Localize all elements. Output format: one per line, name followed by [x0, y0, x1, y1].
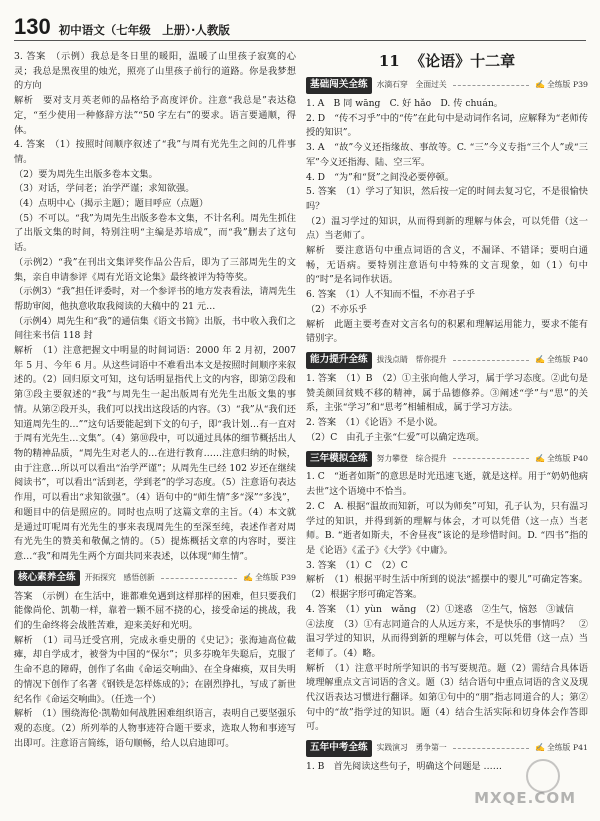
answer-paragraph: （2）要为周先生出版多卷本文集。 [14, 168, 158, 180]
section-header-exam [306, 740, 588, 757]
section-header-basic [306, 77, 588, 94]
section-subtitle: 拔浅点睛 帮你提升 [376, 355, 447, 365]
answer-paragraph: 答案 （示例）在生活中，谁都难免遇到这样那样的困难，但只要我们能像尚伦、凯勒一样，靠着一颗不屈不挠的心，接受命运的挑战，我们的生命终将会战胜苦难，迎来美好和光明。 [14, 590, 296, 632]
analysis-paragraph: 解析 （1）注意把握文中明显的时间词语：2000 年 2 月初，2007 年 5 月、今年 6 月。从这些词语中不难看出本文是按照时间顺序来叙述的。（2）回归原文可知，这句话明显指代上文的内容，即第②段和第③段主要叙述的“我”与周先生一起出版周有光先生出版文集的事情。从第②段开头，我们可以找出这段话的内容。（3）“我”从“我们还知道周先生的…””这句话要能起到下文的句子，即“我计划…有一直对于周有光先生…文集”。（4）第⑩段中，可以通过具体的细节概括出人物的精神品质，“周先生对老人的…在进行教育……注意归纳的时候，由于注意…所以可以看出“治学严谨”；从周先生已经 102 岁还在继续阅读书”，可以看出“活到老，学到老”的学习态度。（5）注意语句表达作用，可以看出“求知欲强”。（4）语句中的“师生情”多“深”“多浅”，和题目中的信是照应的。同时也点明了这篇文章的主旨。（4）本文就是通过叮呢周有光先生的事来表现周先生的至深至纯，表述作者对周有光先生的赞美和敬佩之情的。（5）提炼概括文章的内容时，要注意…“我”和周先生两个方面共同来表述，以体现“师生情”。 [14, 345, 296, 562]
section-ref: 全练版 P39 [546, 80, 588, 90]
answer-paragraph: （2）C 由孔子主张“仁爱”可以确定选项。 [306, 431, 485, 443]
book-title: 初中语文（七年级 上册）·人教版 [58, 23, 230, 37]
answer-paragraph: 2. D “传不习乎”中的“传”在此句中是动词作名词，应解释为“老师传授的知识”。 [306, 112, 588, 139]
section-divider [161, 578, 237, 579]
analysis-paragraph: 解析 （1）注意平时所学知识的书写要规范。题（2）需结合具体语境理解重点文言词语的含义。题（3）结合语句中重点词语的含义及现代汉语表达习惯进行翻译。如第①句中的“朋”指志同道合的人；第②句中的“故”指学过的知识。题（4）结合生活实际和切身体会作答即可。 [306, 662, 588, 733]
watermark-text: MXQE.COM [474, 789, 576, 807]
watermark-logo-icon [526, 759, 560, 793]
chapter-title [306, 50, 588, 72]
section-label: 能力提升全练 [306, 352, 372, 369]
analysis-paragraph: 解析 （1）根据平时生活中所到的说法“摇摆中的婴儿”可确定答案。（2）根据字形可确定答案。 [306, 574, 588, 601]
answer-paragraph: 5. 答案 （1）学习了知识，然后按一定的时间去复习它，不是很愉快吗？ [306, 186, 588, 212]
analysis-paragraph: 解析 （1）司马迁受宫刑，完成永垂史册的《史记》；张海迪高位截瘫，却自学成才，被誉为中国的“保尔”；贝多芬晚年失聪后，克服了生命不息的障碍，创作了名曲《命运交响曲》、在全身瘫痪，双目失明的情况下创作了名著《钢铁是怎样炼成的》；在剧烈挣扎，写成了新世纪名作《命运交响曲》。（任选一个） [14, 634, 296, 705]
answer-paragraph: （2）温习学过的知识，从而得到新的理解与体会，可以凭借（这一点）当老师了。 [306, 215, 588, 242]
answer-paragraph: 6. 答案 （1）人不知而不愠，不亦君子乎 [306, 289, 476, 301]
answer-paragraph: 1. A B 同 wāng C. 好 hǎo D. 传 chuán。 [306, 98, 503, 109]
answer-paragraph: （2）不亦乐乎 [306, 303, 367, 315]
page-header [14, 14, 230, 40]
answer-paragraph: 3. 答案 （示例）我总是冬日里的暖阳，温暖了山里孩子寂寞的心灵；我总是黑夜里的烛光，照亮了山里孩子前行的道路。你是我梦想的方向 [14, 51, 296, 92]
section-label: 三年模拟全练 [306, 451, 372, 468]
answer-paragraph: 4. 答案 （1）yùn wǎng （2）①迷惑 ②生气，恼怒 ③诚信 [306, 603, 574, 615]
section-header-mock [306, 450, 588, 467]
section-divider [453, 458, 529, 459]
analysis-paragraph: 解析 此题主要考查对文言名句的积累和理解运用能力，要求不能有错别字。 [306, 318, 588, 345]
answer-paragraph: 1. B 首先阅读这些句子，明确这个问题是 …… [306, 761, 502, 773]
section-divider [453, 360, 529, 361]
section-subtitle: 开拓探究 感悟创新 [84, 572, 155, 582]
section-header-core [14, 570, 296, 587]
answer-paragraph: （示例2）“我”在刊出文集评奖作品公告后，即为了三部周先生的文集，亲自申请参评《周有光语文论集》最终被评为特等奖。 [14, 256, 296, 283]
answer-paragraph: 1. C “逝者如斯”的意思是时光迅速飞逝，就是这样。用于“奶奶他病去世”这个语境中不恰当。 [306, 471, 588, 498]
answer-paragraph: 2. C A. 根据“温故而知新，可以为师矣”可知，孔子认为，只有温习学过的知识，并得到新的理解与体会，才可以凭借（这一点）当老师。B. “逝者如斯夫，不舍昼夜”该论的是珍惜时间。D. “四书”指的是《论语》《孟子》《大学》《中庸》。 [306, 500, 588, 556]
section-label: 核心素养全练 [14, 570, 80, 587]
section-ref: 全练版 P40 [546, 453, 588, 463]
pen-icon: ✍ [534, 743, 545, 753]
header-rule [14, 40, 586, 41]
section-subtitle: 水滴石穿 全面过关 [376, 80, 447, 90]
answer-paragraph: 3. A “故”今义还指缘故、事故等。C. “三”今义专指“三个人”或“三军”今义还指海、陆、空三军。 [306, 142, 588, 168]
pen-icon: ✍ [534, 355, 545, 365]
pen-icon: ✍ [534, 453, 545, 463]
pen-icon: ✍ [242, 572, 253, 582]
section-divider [453, 85, 529, 86]
answer-paragraph: 3. 答案 （1）C （2）C [306, 559, 408, 571]
chapter-name: 《论语》十二章 [410, 52, 516, 70]
answer-paragraph: ④法度 （3）①有志同道合的人从远方来，不是快乐的事情吗？ ②温习学过的知识，从而得到新的理解与体会，可以凭借（这一点）当老师了。（4）略。 [306, 618, 588, 659]
answer-paragraph: 4. 答案 （1）按照时间顺序叙述了“我”与周有光先生之间的几件事情。 [14, 139, 296, 165]
section-label: 五年中考全练 [306, 740, 372, 757]
watermark [474, 765, 590, 815]
answer-paragraph: 解析 要对支月英老师的品格给予高度评价。注意“我总是”表达稳定，“至少使用一种修辞方法”“50 字左右”的要求。语言要通顺，得体。 [14, 95, 296, 136]
section-ref: 全练版 P39 [254, 572, 296, 582]
answer-paragraph: （示例4）周先生和“我”的通信集《语文书简》出版，书中收入我们之间往来书信 118 封 [14, 315, 296, 342]
section-header-ability [306, 352, 588, 369]
section-ref: 全练版 P41 [546, 743, 588, 753]
right-column [306, 50, 588, 775]
answer-paragraph: （示例3）“我”担任评委时，对一个参评书的地方发表看法，请周先生帮助审阅，他执意收取我阅读的大稿中的 21 元… [14, 286, 296, 312]
analysis-paragraph: 解析 要注意语句中重点词语的含义，不漏译、不错译；要明白通畅，无语病。要特别注意语句中特殊的文言现象，如（1）句中的“时”是名词作状语。 [306, 245, 588, 286]
answer-paragraph: （5）不可以。“我”为周先生出版多卷本文集，不计名利。周先生抓住了出版文集的时间，特别注明“主编是苏培成”，而“我”删去了这句话。 [14, 212, 296, 254]
answer-paragraph: 2. 答案 （1）《论语》不是小说。 [306, 417, 443, 429]
answer-paragraph: 1. 答案 （1）B （2）①主张向他人学习，属于学习态度。②此句是赞美颜回贫贱不移的精神，属于品德修养。③阐述“学”与“思”的关系，主张“学习”和“思考”相辅相成，属于学习方法。 [306, 372, 588, 414]
section-ref: 全练版 P40 [546, 355, 588, 365]
pen-icon: ✍ [534, 80, 545, 90]
analysis-paragraph: 解析 （1）围绕海伦·凯勒如何战胜困难组织语言，表明自己要坚强乐观的态度。（2）所列举的人物事迹符合题干要求，选取人物和事迹写出即可。注意语言简练，语句顺畅，给人以启迪即可。 [14, 708, 296, 749]
page-number: 130 [14, 14, 51, 39]
section-divider [453, 748, 529, 749]
section-label: 基础闯关全练 [306, 77, 372, 94]
section-subtitle: 实践演习 勇争第一 [376, 743, 447, 753]
answer-paragraph: （3）对话，学问老；治学严谨；求知欲强。 [14, 183, 195, 195]
section-subtitle: 努力攀登 综合提升 [376, 453, 447, 463]
chapter-number: 11 [378, 52, 400, 70]
answer-paragraph: 4. D “为”和“贤”之间没必要停顿。 [306, 171, 455, 183]
answer-paragraph: （4）点明中心（揭示主题）；题目呼应（点题） [14, 198, 209, 210]
left-column [14, 50, 296, 751]
